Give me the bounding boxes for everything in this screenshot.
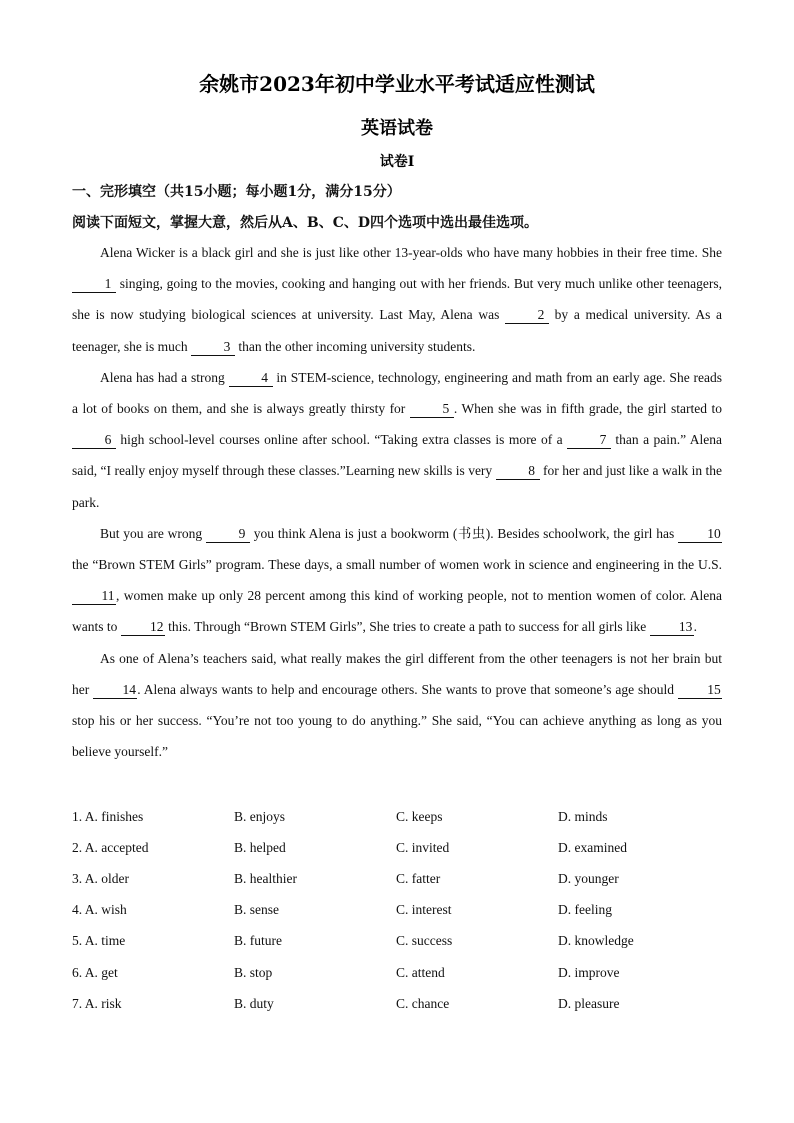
blank-1: 1: [72, 276, 116, 293]
option-a: 2. A. accepted: [72, 839, 149, 855]
option-c: C. keeps: [396, 808, 443, 824]
option-d: D. examined: [558, 839, 627, 855]
passage-text: than the other incoming university students.: [235, 338, 476, 354]
question-row: [72, 895, 722, 926]
passage-text: stop his or her success. “You’re not too young to do anything.” She said, “You can achieve anything as long as you believe yourself.”: [72, 713, 722, 760]
blank-15: 15: [678, 682, 722, 699]
passage-text: in STEM-science, technology, engineering and math from an early age. She reads a lot of books on them, and she is always greatly thirsty for: [72, 369, 722, 417]
option-a: 6. A. get: [72, 964, 118, 980]
passage-text: the “Brown STEM Girls” program. These days, a small number of women work in science and engineering in the U.S.: [72, 557, 722, 573]
option-b: B. sense: [234, 902, 279, 918]
question-row: [72, 863, 722, 894]
option-b: B. healthier: [234, 870, 297, 886]
passage-text: this. Through “Brown STEM Girls”, She tries to create a path to success for all girls like: [164, 619, 650, 635]
passage-text: than a pain.” Alena said, “I really enjoy myself through these classes.”Learning new skills is very: [72, 432, 722, 479]
blank-14: 14: [93, 682, 137, 699]
paragraph-2: [72, 362, 722, 518]
exam-title: 余姚市2023年初中学业水平考试适应性测试: [199, 72, 595, 96]
passage-text: But you are wrong: [100, 525, 206, 541]
blank-13: 13: [650, 619, 694, 636]
question-row: [72, 926, 722, 957]
paragraph-1: [72, 237, 722, 362]
passage-text: Alena has had a strong: [100, 369, 229, 385]
option-c: C. chance: [396, 995, 450, 1011]
blank-5: 5: [410, 401, 454, 418]
option-d: D. pleasure: [558, 995, 620, 1011]
passage-text: . When she was in fifth grade, the girl started to: [453, 401, 722, 417]
blank-6: 6: [72, 432, 116, 449]
blank-4: 4: [229, 370, 273, 387]
cloze-passage: [72, 237, 722, 767]
blank-3: 3: [191, 339, 235, 356]
option-c: C. invited: [396, 839, 450, 855]
section-instruction: 阅读下面短文，掌握大意，然后从A、B、C、D四个选项中选出最佳选项。: [72, 215, 538, 231]
passage-text: high school-level courses online after school. “Taking extra classes is more of a: [116, 432, 568, 448]
subject-title: 英语试卷: [361, 118, 433, 139]
blank-9: 9: [206, 526, 250, 543]
option-b: B. enjoys: [234, 808, 286, 824]
blank-12: 12: [121, 619, 165, 636]
paragraph-4: [72, 643, 722, 768]
option-b: B. stop: [234, 964, 273, 980]
passage-text: As one of Alena’s teachers said, what really makes the girl different from the other teenagers is not her brain but her: [72, 650, 722, 697]
option-d: D. improve: [558, 964, 620, 980]
passage-text: for her and just like a walk in the park.: [72, 463, 722, 510]
option-c: C. interest: [396, 902, 452, 918]
blank-7: 7: [567, 432, 611, 449]
option-d: D. minds: [558, 808, 608, 824]
question-row: [72, 832, 722, 863]
blank-8: 8: [496, 463, 540, 480]
option-b: B. duty: [234, 995, 274, 1011]
paper-label: 试卷I: [379, 154, 415, 170]
question-row: [72, 801, 722, 832]
question-row: [72, 957, 722, 988]
option-b: B. future: [234, 933, 282, 949]
option-c: C. success: [396, 933, 453, 949]
blank-10: 10: [678, 526, 722, 543]
paragraph-3: [72, 518, 722, 643]
question-row: [72, 988, 722, 1019]
answer-options: [72, 801, 722, 1019]
option-a: 1. A. finishes: [72, 808, 144, 824]
option-d: D. knowledge: [558, 933, 634, 949]
passage-text: Alena Wicker is a black girl and she is just like other 13-year-olds who have many hobbies in their free time. She: [100, 245, 722, 260]
passage-text: , women make up only 28 percent among this kind of working people, not to mention women of color. Alena wants to: [72, 588, 722, 635]
blank-2: 2: [505, 307, 549, 324]
option-a: 7. A. risk: [72, 995, 122, 1011]
option-c: C. fatter: [396, 870, 441, 886]
blank-11: 11: [72, 588, 116, 605]
option-a: 4. A. wish: [72, 902, 127, 918]
option-d: D. feeling: [558, 902, 612, 918]
passage-text: .: [693, 619, 698, 635]
passage-text: singing, going to the movies, cooking and hanging out with her friends. But very much unlike other teenagers, she is now studying biological sciences at university. Last May, Alena was: [72, 276, 722, 323]
option-a: 5. A. time: [72, 933, 126, 949]
passage-text: you think Alena is just a bookworm (书虫). Besides schoolwork, the girl has: [249, 525, 679, 541]
option-a: 3. A. older: [72, 870, 129, 886]
option-d: D. younger: [558, 870, 619, 886]
passage-text: . Alena always wants to help and encourage others. She wants to prove that someone’s age should: [137, 681, 678, 697]
section-heading: 一、完形填空（共15小题；每小题1分，满分15分）: [72, 184, 401, 200]
option-b: B. helped: [234, 839, 286, 855]
option-c: C. attend: [396, 964, 445, 980]
passage-text: by a medical university. As a teenager, she is much: [72, 307, 722, 354]
